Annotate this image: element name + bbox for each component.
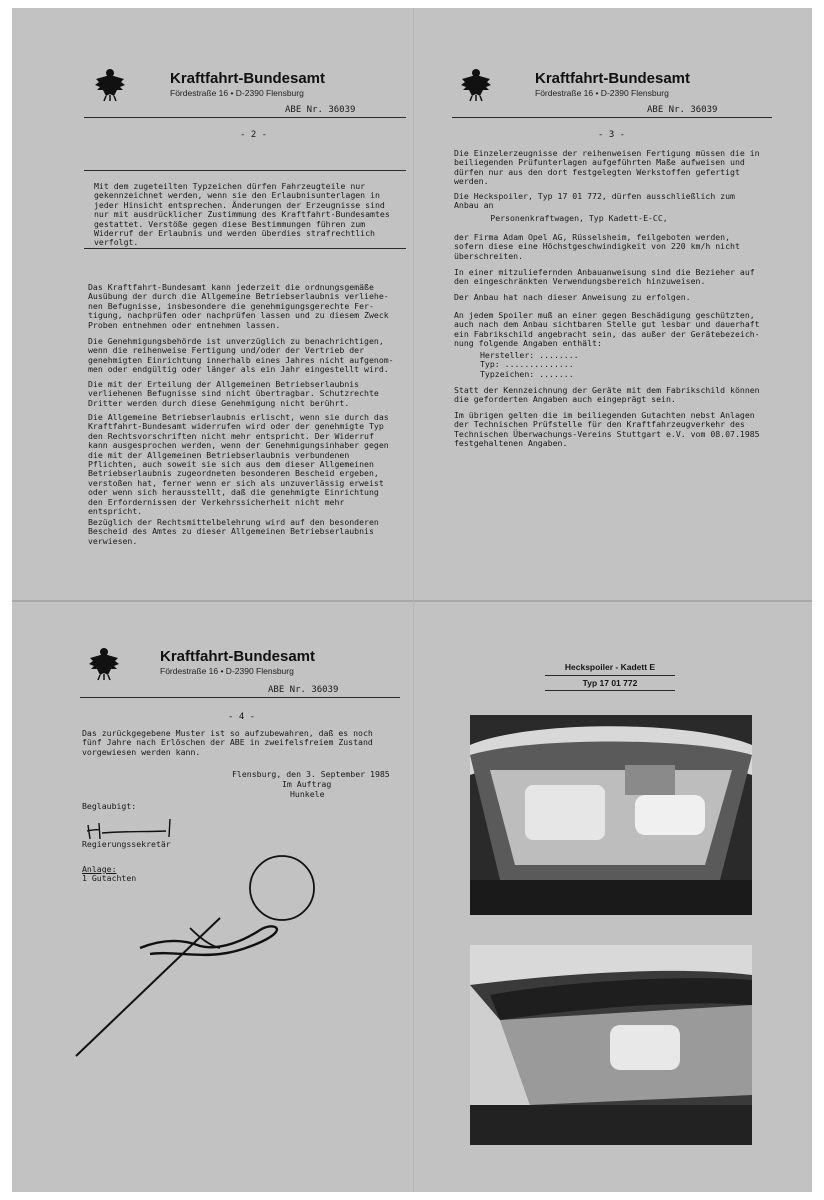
paragraph: Statt der Kennzeichnung der Geräte mit dem Fabrikschild können die geforderten Angaben auch eingeprägt sein.: [454, 385, 760, 405]
spoiler-photo-rear-view: [470, 715, 752, 915]
paragraph: Die Allgemeine Betriebserlaubnis erlischt, wenn sie durch das Kraftfahrt-Bundesamt widerrufen wird oder der genehmigte Typ den Rechtsvorschriften nicht mehr entspricht. Der Widerruf kann ausgesprochen werden, wenn der Genehmigungsinhaber gegen die mit der Allgemeinen Betriebserlaubnis verbundenen Pflichten, auch soweit sie sich aus dem dieser Allgemeinen Betriebserlaubnis zugeordneten besonderen Bescheid ergeben, verstoßen hat, ferner wenn er sich als unzuverlässig erweist oder wenn sich herausstellt, daß die genehmigte Einrichtung den Erfordernissen der Verkehrssicherheit nicht mehr entspricht.: [88, 412, 389, 517]
caption-rule: [545, 675, 675, 676]
boxed-notice: Mit dem zugeteilten Typzeichen dürfen Fahrzeugteile nur gekennzeichnet werden, wenn sie den Erlaubnisunterlagen in jeder Hinsicht entsprechen. Änderungen der Erzeugnisse sind nur mit ausdrücklicher Zustimmung des Kraftfahrt-Bundesamtes gestattet. Verstöße gegen diese Bestimmungen führen zum Widerruf der Erlaubnis und werden überdies strafrechtlich verfolgt.: [94, 181, 390, 248]
paragraph: Bezüglich der Rechtsmittelbelehrung wird auf den besonderen Bescheid des Amtes zu dieser Allgemeinen Betriebserlaubnis verwiesen.: [88, 517, 379, 546]
paragraph: Die Heckspoiler, Typ 17 01 772, dürfen ausschließlich zum Anbau an: [454, 191, 735, 211]
signatory-name: Hunkele: [290, 789, 325, 799]
abe-number: ABE Nr. 36039: [268, 685, 339, 695]
page-number: - 3 -: [598, 130, 626, 140]
paragraph: Die Genehmigungsbehörde ist unverzüglich zu benachrichtigen, wenn die reihenweise Fertigung und/oder der Vertrieb der genehmigten Einrichtung innerhalb eines Jahres nicht aufgenom- men oder endgültig oder länger als ein Jahr eingestellt wird.: [88, 336, 394, 375]
paragraph: Der Anbau hat nach dieser Anweisung zu erfolgen.: [454, 292, 691, 302]
paragraph: Im übrigen gelten die im beiliegenden Gutachten nebst Anlagen der Technischen Prüfstelle für den Kraftfahrzeugverkehr des Technischen Überwachungs-Vereins Stuttgart e.V. vom 08.07.1985 festgehaltenen Angaben.: [454, 410, 760, 449]
paragraph: Das Kraftfahrt-Bundesamt kann jederzeit die ordnungsgemäße Ausübung der durch die Allgemeine Betriebserlaubnis verliehe- nen Befugnisse, insbesondere die genehmigungsgerechte Fer- tigung, nachprüfen oder nachprüfen lassen und zu diesem Zweck Proben entnehmen oder entnehmen lassen.: [88, 282, 389, 330]
attachment-value: 1 Gutachten: [82, 873, 137, 883]
photo-type: Typ 17 01 772: [582, 678, 638, 688]
agency-name: Kraftfahrt-Bundesamt: [535, 70, 691, 87]
federal-eagle-icon: [86, 645, 122, 681]
fold-line-horizontal: [12, 600, 812, 602]
on-behalf: Im Auftrag: [282, 779, 332, 789]
paragraph: In einer mitzuliefernden Anbauanweisung sind die Bezieher auf den eingeschränkten Verwendungsbereich hinzuweisen.: [454, 267, 755, 287]
paragraph: Das zurückgegebene Muster ist so aufzubewahren, daß es noch fünf Jahre nach Erlöschen der ABE in zweifelsfreiem Zustand vorgewiesen werden kann.: [82, 728, 373, 757]
paragraph: Die Einzelerzeugnisse der reihenweisen Fertigung müssen die in beiliegenden Prüfunterlagen aufgeführten Maße aufweisen und dürfen nur aus den dort festgelegten Werkstoffen gefertigt werden.: [454, 148, 760, 187]
photo-title: Heckspoiler - Kadett E: [564, 662, 656, 672]
agency-address: Fördestraße 16 • D-2390 Flensburg: [535, 88, 669, 98]
abe-number: ABE Nr. 36039: [647, 105, 718, 115]
box-rule-top: [84, 170, 406, 171]
header-rule: [84, 117, 406, 118]
federal-eagle-icon: [458, 66, 494, 102]
header-rule: [80, 697, 400, 698]
paragraph: An jedem Spoiler muß an einer gegen Beschädigung geschützten, auch nach dem Anbau sichtbaren Stelle gut lesbar und dauerhaft ein Fabrikschild angebracht sein, das außer der Gerätebezeich- nung folgende Angaben enthält:: [454, 310, 760, 349]
agency-address: Fördestraße 16 • D-2390 Flensburg: [160, 666, 294, 676]
fold-line-vertical: [413, 8, 414, 1192]
header-rule: [452, 117, 772, 118]
paragraph: der Firma Adam Opel AG, Rüsselsheim, feilgeboten werden, sofern diese eine Höchstgeschwindigkeit von 220 km/h nicht überschreiten.: [454, 232, 740, 261]
signature-and-stamp: [70, 848, 330, 1063]
paragraph: Die mit der Erteilung der Allgemeinen Betriebserlaubnis verliehenen Befugnisse sind nicht übertragbar. Schutzrechte Dritter werden durch diese Genehmigung nicht berührt.: [88, 379, 379, 408]
box-rule-bottom: [84, 248, 406, 249]
place-date: Flensburg, den 3. September 1985: [232, 769, 390, 779]
page-number: - 2 -: [240, 130, 268, 140]
caption-rule: [545, 690, 675, 691]
attachment-label: Anlage:: [82, 864, 117, 874]
vehicle-type: Personenkraftwagen, Typ Kadett-E-CC,: [490, 213, 668, 223]
label-fields: Hersteller: ........ Typ: .............. Typzeichen: .......: [480, 350, 579, 379]
agency-name: Kraftfahrt-Bundesamt: [160, 648, 316, 665]
spoiler-photo-side-view: [470, 945, 752, 1145]
federal-eagle-icon: [92, 66, 128, 102]
abe-number: ABE Nr. 36039: [285, 105, 356, 115]
agency-address: Fördestraße 16 • D-2390 Flensburg: [170, 88, 304, 98]
agency-name: Kraftfahrt-Bundesamt: [170, 70, 326, 87]
certified-label: Beglaubigt:: [82, 801, 137, 811]
page-number: - 4 -: [228, 712, 256, 722]
official-role: Regierungssekretär: [82, 839, 171, 849]
